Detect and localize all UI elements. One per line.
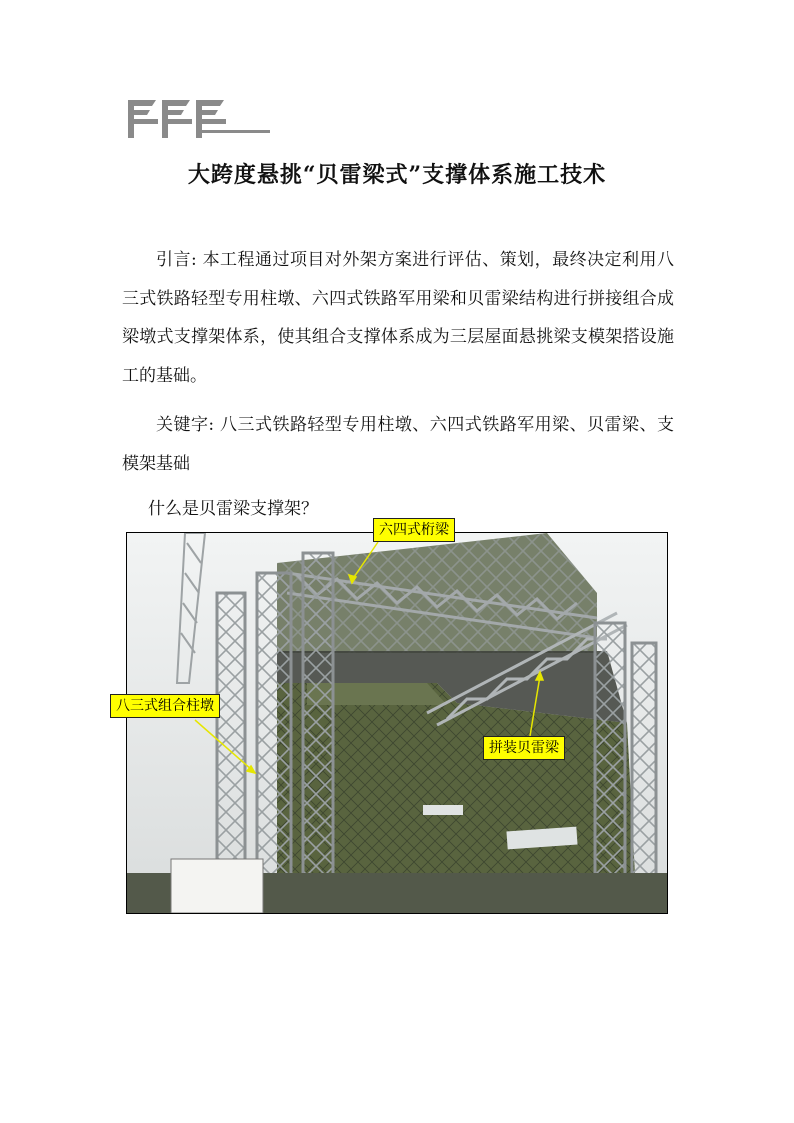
- intro-paragraph: 引言: 本工程通过项目对外架方案进行评估、策划，最终决定利用八三式铁路轻型专用柱墩、六四式铁路军用梁和贝雷梁结构进行拼接组合成梁墩式支撑架体系，使其组合支撑体系成为三层屋面悬挑梁支模架搭设施工的基础。: [122, 250, 674, 386]
- callout-truss-beam: 六四式桁梁: [373, 518, 455, 542]
- construction-photo: [126, 532, 668, 914]
- section-question: 什么是贝雷梁支撑架？: [148, 499, 318, 519]
- callout-bailey-beam: 拼装贝雷梁: [483, 736, 565, 760]
- bailey-beam-support-scene: [127, 533, 667, 913]
- keywords-paragraph: 关键字: 八三式铁路轻型专用柱墩、六四式铁路军用梁、贝雷梁、支模架基础: [122, 415, 674, 474]
- callout-column-pier: 八三式组合柱墩: [110, 694, 220, 718]
- company-logo-icon: [126, 98, 270, 140]
- document-title: 大跨度悬挑“贝雷梁式”支撑体系施工技术: [187, 162, 607, 188]
